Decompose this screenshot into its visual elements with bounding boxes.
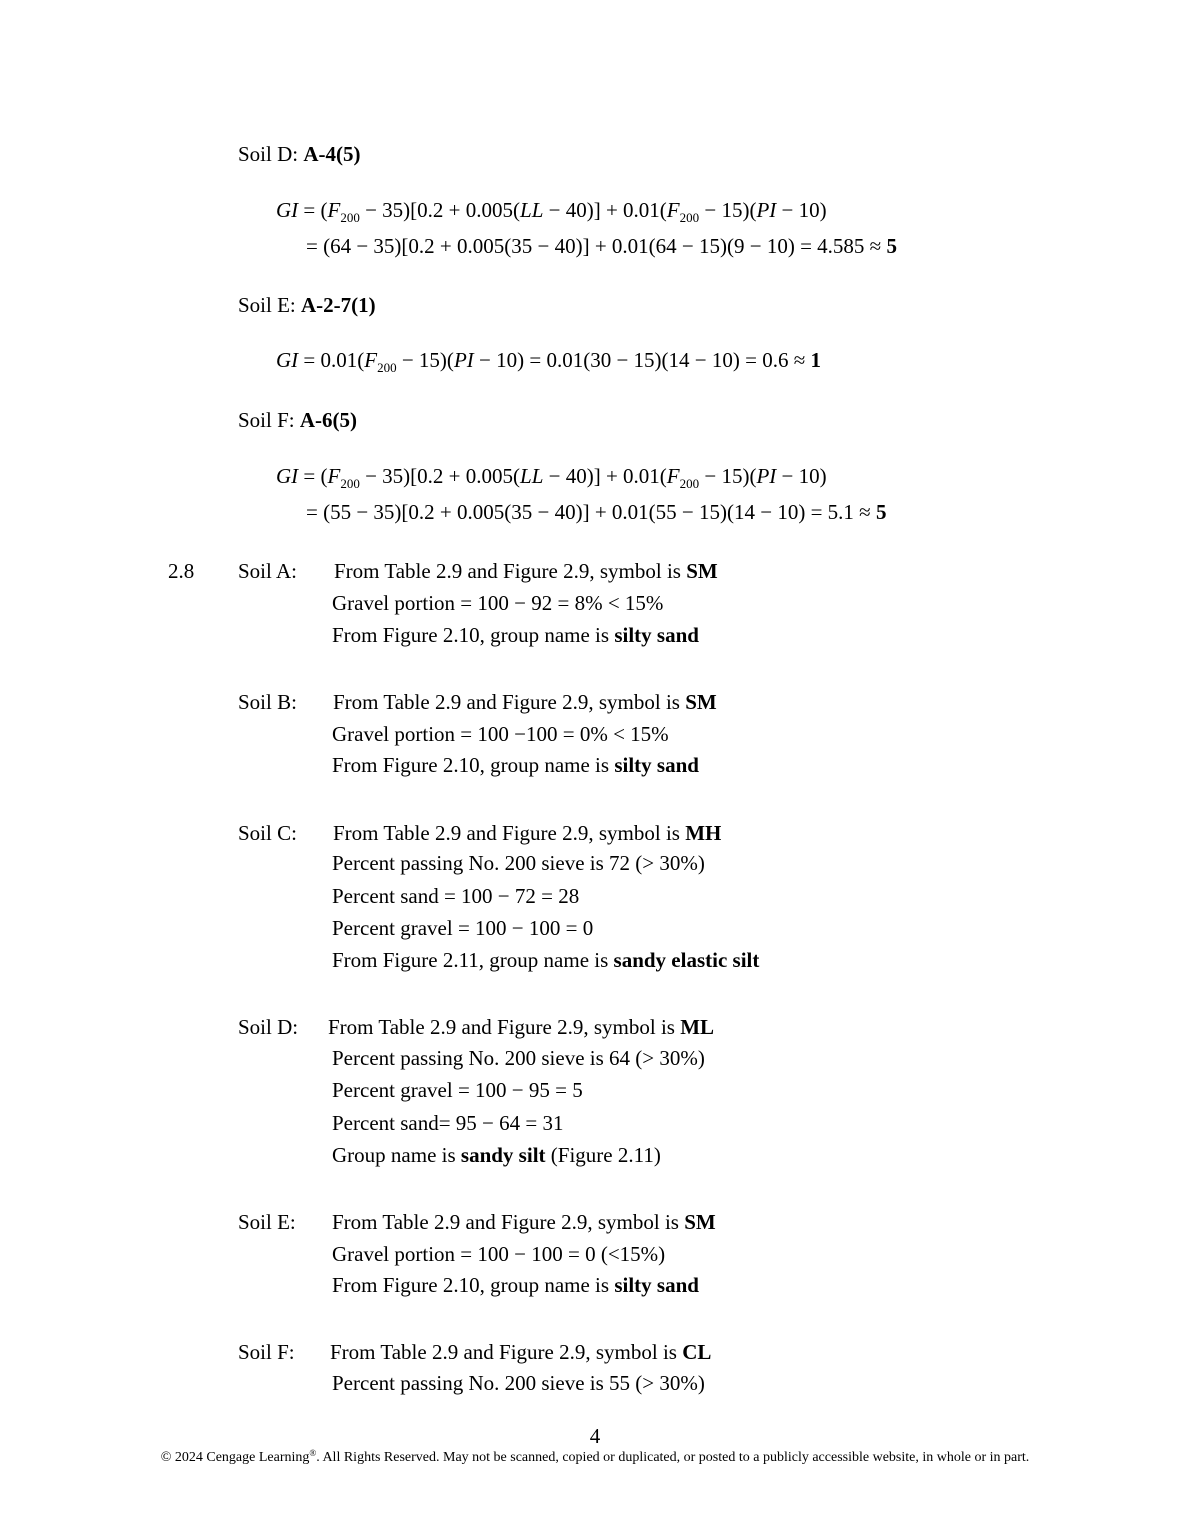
group-name: silty sand	[614, 1273, 699, 1297]
ll-symbol: LL	[520, 198, 544, 222]
gi-symbol: GI	[276, 348, 299, 372]
soil-f-class: A-6(5)	[299, 408, 358, 432]
copyright-notice	[0, 1449, 1190, 1467]
group-pre: From Figure 2.10, group name is	[332, 753, 615, 777]
group-name: silty sand	[614, 623, 699, 647]
pi-symbol: PI	[756, 464, 777, 488]
pi-symbol: PI	[453, 348, 474, 372]
gi-symbol: GI	[276, 198, 299, 222]
soil-b-group-line	[332, 755, 699, 776]
soil-d-symbol-line	[328, 1017, 714, 1038]
soil-e-equation	[276, 348, 821, 375]
group-name: sandy elastic silt	[613, 948, 760, 972]
group-name: silty sand	[614, 753, 699, 777]
eq-part: − 35)[0.2 + 0.005(	[359, 198, 521, 222]
soil-d-equation-general	[276, 198, 827, 225]
eq-result: 1	[810, 348, 821, 372]
soil-d-label: Soil D:	[238, 1015, 299, 1039]
soil-a-label: Soil A:	[238, 559, 297, 583]
group-pre: From Figure 2.11, group name is	[332, 948, 614, 972]
copyright-post: . All Rights Reserved. May not be scanned, copied or duplicated, or posted to a publicly accessible website, in whole or in part.	[316, 1450, 1030, 1465]
soil-c-label: Soil C:	[238, 821, 297, 845]
problem-number: 2.8	[168, 559, 195, 583]
symbol-line-text: From Table 2.9 and Figure 2.9, symbol is	[334, 559, 687, 583]
soil-symbol: SM	[684, 1210, 716, 1234]
eq-part: = 0.01(	[298, 348, 365, 372]
symbol-line-text: From Table 2.9 and Figure 2.9, symbol is	[328, 1015, 681, 1039]
soil-a-line-1: Gravel portion = 100 − 92 = 8% < 15%	[332, 591, 664, 615]
eq-values: = (55 − 35)[0.2 + 0.005(35 − 40)] + 0.01(55 − 15)(14 − 10) = 5.1 ≈	[306, 500, 876, 524]
soil-b-label: Soil B:	[238, 690, 297, 714]
copyright-pre: © 2024 Cengage Learning	[160, 1450, 310, 1465]
soil-d-aashto-heading	[238, 144, 361, 165]
sub-200: 200	[340, 476, 360, 491]
soil-c-line-3: Percent gravel = 100 − 100 = 0	[332, 916, 594, 940]
soil-symbol: SM	[686, 559, 718, 583]
soil-c-symbol-line	[333, 823, 721, 844]
eq-part: = (	[298, 198, 328, 222]
f-symbol: F	[327, 464, 341, 488]
eq-part: − 10) = 0.01(30 − 15)(14 − 10) = 0.6 ≈	[473, 348, 811, 372]
gi-symbol: GI	[276, 464, 299, 488]
eq-part: − 15)(	[699, 464, 757, 488]
eq-result: 5	[875, 500, 887, 524]
soil-f-label: Soil F:	[238, 1340, 295, 1364]
soil-symbol: ML	[680, 1015, 715, 1039]
soil-symbol: SM	[685, 690, 717, 714]
soil-f-equation-general	[276, 464, 827, 491]
soil-e-class: A-2-7(1)	[301, 293, 376, 317]
soil-d-group-line	[332, 1145, 661, 1166]
soil-d-line-3: Percent sand= 95 − 64 = 31	[332, 1111, 564, 1135]
soil-d-line-1: Percent passing No. 200 sieve is 64 (> 30%)	[332, 1046, 705, 1070]
group-post: (Figure 2.11)	[545, 1143, 661, 1167]
eq-part: − 15)(	[396, 348, 454, 372]
eq-values: = (64 − 35)[0.2 + 0.005(35 − 40)] + 0.01(64 − 15)(9 − 10) = 4.585 ≈	[306, 234, 887, 258]
f-symbol: F	[327, 198, 341, 222]
group-pre: From Figure 2.10, group name is	[332, 1273, 615, 1297]
eq-part: = (	[298, 464, 328, 488]
symbol-line-text: From Table 2.9 and Figure 2.9, symbol is	[333, 690, 686, 714]
soil-c-group-line	[332, 950, 759, 971]
symbol-line-text: From Table 2.9 and Figure 2.9, symbol is	[333, 821, 686, 845]
soil-e-label: Soil E:	[238, 1210, 296, 1234]
soil-e-prefix: Soil E:	[238, 293, 302, 317]
eq-part: − 35)[0.2 + 0.005(	[359, 464, 521, 488]
soil-symbol: MH	[685, 821, 722, 845]
eq-result: 5	[886, 234, 897, 258]
soil-f-line-1: Percent passing No. 200 sieve is 55 (> 30%)	[332, 1371, 705, 1395]
ll-symbol: LL	[520, 464, 544, 488]
symbol-line-text: From Table 2.9 and Figure 2.9, symbol is	[330, 1340, 683, 1364]
sub-200: 200	[340, 210, 360, 225]
page-number: 4	[589, 1424, 601, 1448]
symbol-line-text: From Table 2.9 and Figure 2.9, symbol is	[332, 1210, 685, 1234]
soil-d-class: A-4(5)	[303, 142, 361, 166]
group-pre: From Figure 2.10, group name is	[332, 623, 615, 647]
soil-b-symbol-line	[333, 692, 717, 713]
f-symbol: F	[364, 348, 378, 372]
soil-c-line-1: Percent passing No. 200 sieve is 72 (> 30%)	[332, 851, 705, 875]
soil-c-line-2: Percent sand = 100 − 72 = 28	[332, 884, 580, 908]
soil-f-symbol-line	[330, 1342, 711, 1363]
soil-f-prefix: Soil F:	[238, 408, 300, 432]
sub-200: 200	[679, 210, 700, 225]
soil-e-group-line	[332, 1275, 699, 1296]
soil-b-line-1: Gravel portion = 100 −100 = 0% < 15%	[332, 722, 669, 746]
soil-a-symbol-line	[334, 561, 718, 582]
soil-f-equation-values	[306, 502, 886, 523]
soil-e-aashto-heading	[238, 295, 376, 316]
soil-a-group-line	[332, 625, 699, 646]
sub-200: 200	[377, 360, 397, 375]
soil-symbol: CL	[682, 1340, 712, 1364]
pi-symbol: PI	[756, 198, 777, 222]
soil-f-aashto-heading	[238, 410, 357, 431]
eq-part: − 15)(	[699, 198, 757, 222]
soil-d-line-2: Percent gravel = 100 − 95 = 5	[332, 1078, 583, 1102]
f-symbol: F	[666, 464, 680, 488]
sub-200: 200	[679, 476, 700, 491]
soil-d-prefix: Soil D:	[238, 142, 304, 166]
soil-d-equation-values	[306, 236, 897, 257]
soil-e-symbol-line	[332, 1212, 716, 1233]
eq-part: − 40)] + 0.01(	[543, 464, 667, 488]
eq-part: − 40)] + 0.01(	[543, 198, 667, 222]
f-symbol: F	[666, 198, 680, 222]
group-name: sandy silt	[460, 1143, 546, 1167]
eq-part: − 10)	[776, 464, 827, 488]
eq-part: − 10)	[776, 198, 827, 222]
soil-e-line-1: Gravel portion = 100 − 100 = 0 (<15%)	[332, 1242, 666, 1266]
group-pre: Group name is	[332, 1143, 461, 1167]
registered-mark: ®	[309, 1448, 317, 1458]
